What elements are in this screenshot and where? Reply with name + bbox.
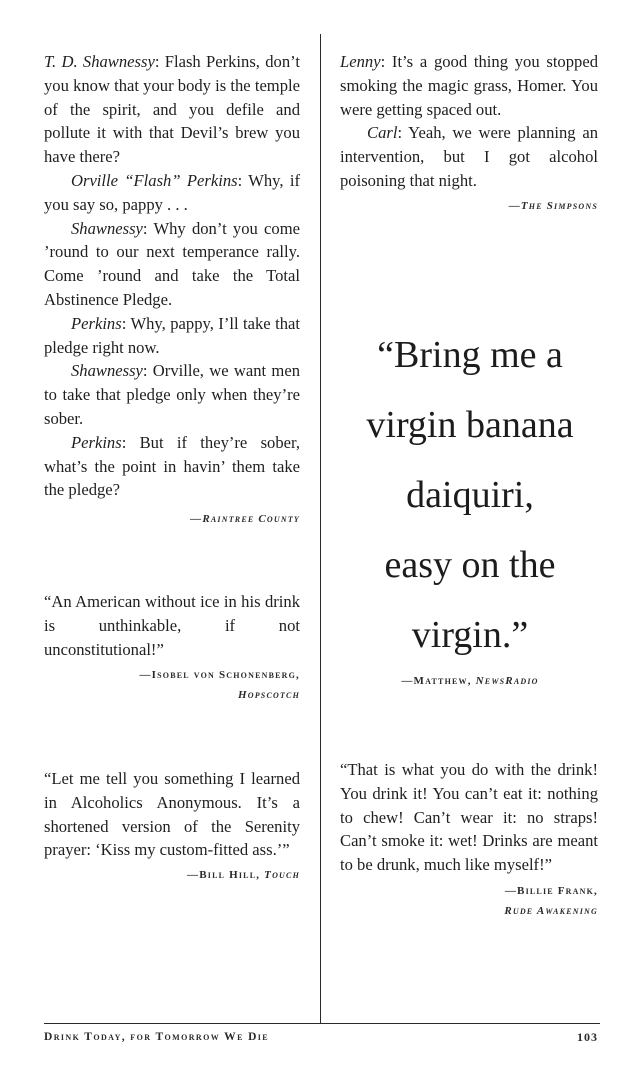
pull-quote-line: daiquiri, [406, 474, 534, 516]
ice-quote [44, 590, 300, 705]
speaker-name: Lenny [340, 52, 381, 71]
simpsons-dialogue [340, 50, 598, 217]
quote-source: Rude Awakening [504, 904, 598, 917]
quote-source: NewsRadio [475, 675, 539, 687]
quote-author: —Billie Frank, [504, 884, 598, 897]
pull-quote-attribution [330, 675, 610, 687]
serenity-quote [44, 767, 300, 886]
footer-rule [44, 1023, 600, 1024]
line-text: : Orville, we want men to take that pledge only when they’re sober. [44, 361, 300, 428]
pull-quote-line: virgin.” [411, 614, 529, 656]
running-footer-title: Drink Today, for Tomorrow We Die [44, 1031, 270, 1043]
quote-text: “That is what you do with the drink! You drink it! You can’t eat it: nothing to chew! Can’t wear it: no straps! Can’t smoke it: wet! Drinks are meant to be drunk, much like myself!” [340, 760, 598, 875]
line-text: : But if they’re sober, what’s the point in havin’ them take the pledge? [44, 432, 300, 500]
line-text: : It’s a good thing you stopped smoking the magic grass, Homer. You were getting spaced out. [340, 52, 598, 119]
column-divider [320, 34, 321, 1024]
pull-quote [330, 320, 610, 670]
pull-quote-line: virgin banana [366, 404, 574, 446]
pull-quote-line: easy on the [384, 544, 556, 586]
dialogue-line [44, 169, 300, 217]
dialogue-line [44, 50, 300, 169]
attribution: —The Simpsons [508, 199, 598, 212]
line-text: : Flash Perkins, don’t you know that your body is the temple of the spirit, and you defile and pollute it with that Devil’s brew you have there? [44, 52, 300, 167]
drink-quote [340, 758, 598, 921]
speaker-name: T. D. Shawnessy [44, 52, 155, 71]
quote-author: —Bill Hill, [187, 869, 265, 882]
quote-author: —Matthew, [401, 675, 476, 687]
quote-author: —Isobel von Schonenberg, [139, 669, 300, 682]
dialogue-line [44, 359, 300, 430]
dialogue-line [340, 50, 598, 121]
quote-text: “An American without ice in his drink is unthinkable, if not unconstitutional!” [44, 592, 300, 659]
speaker-name: Carl [367, 123, 398, 143]
speaker-name: Perkins [71, 432, 122, 452]
dialogue-line [340, 121, 598, 192]
pull-quote-line: “Bring me a [377, 334, 563, 376]
attribution [340, 881, 598, 921]
dialogue-line [44, 431, 300, 502]
line-text: : Why don’t you come ’round to our next temperance rally. Come ’round and take the Total Abstinence Pledge. [44, 218, 300, 309]
speaker-name: Shawnessy [71, 361, 143, 381]
quote-source: Touch [264, 869, 300, 882]
dialogue-line [44, 312, 300, 360]
speaker-name: Shawnessy [71, 218, 143, 238]
attribution: —Raintree County [190, 513, 300, 526]
attribution [44, 864, 300, 886]
attribution [44, 665, 300, 705]
line-text: : Yeah, we were planning an intervention, but I got alcohol poisoning that night. [340, 123, 598, 190]
raintree-dialogue [44, 50, 300, 530]
page-number: 103 [577, 1030, 598, 1044]
line-text: : Why, pappy, I’ll take that pledge right now. [44, 313, 300, 357]
line-text: : Why, if you say so, pappy . . . [44, 170, 300, 214]
speaker-name: Perkins [71, 313, 122, 333]
speaker-name: Orville “Flash” Perkins [71, 170, 238, 190]
quote-source: Hopscotch [237, 689, 300, 702]
dialogue-line [44, 217, 300, 312]
quote-text: “Let me tell you something I learned in Alcoholics Anonymous. It’s a shortened version of the Serenity prayer: ‘Kiss my custom-fitted ass.’” [44, 769, 300, 860]
